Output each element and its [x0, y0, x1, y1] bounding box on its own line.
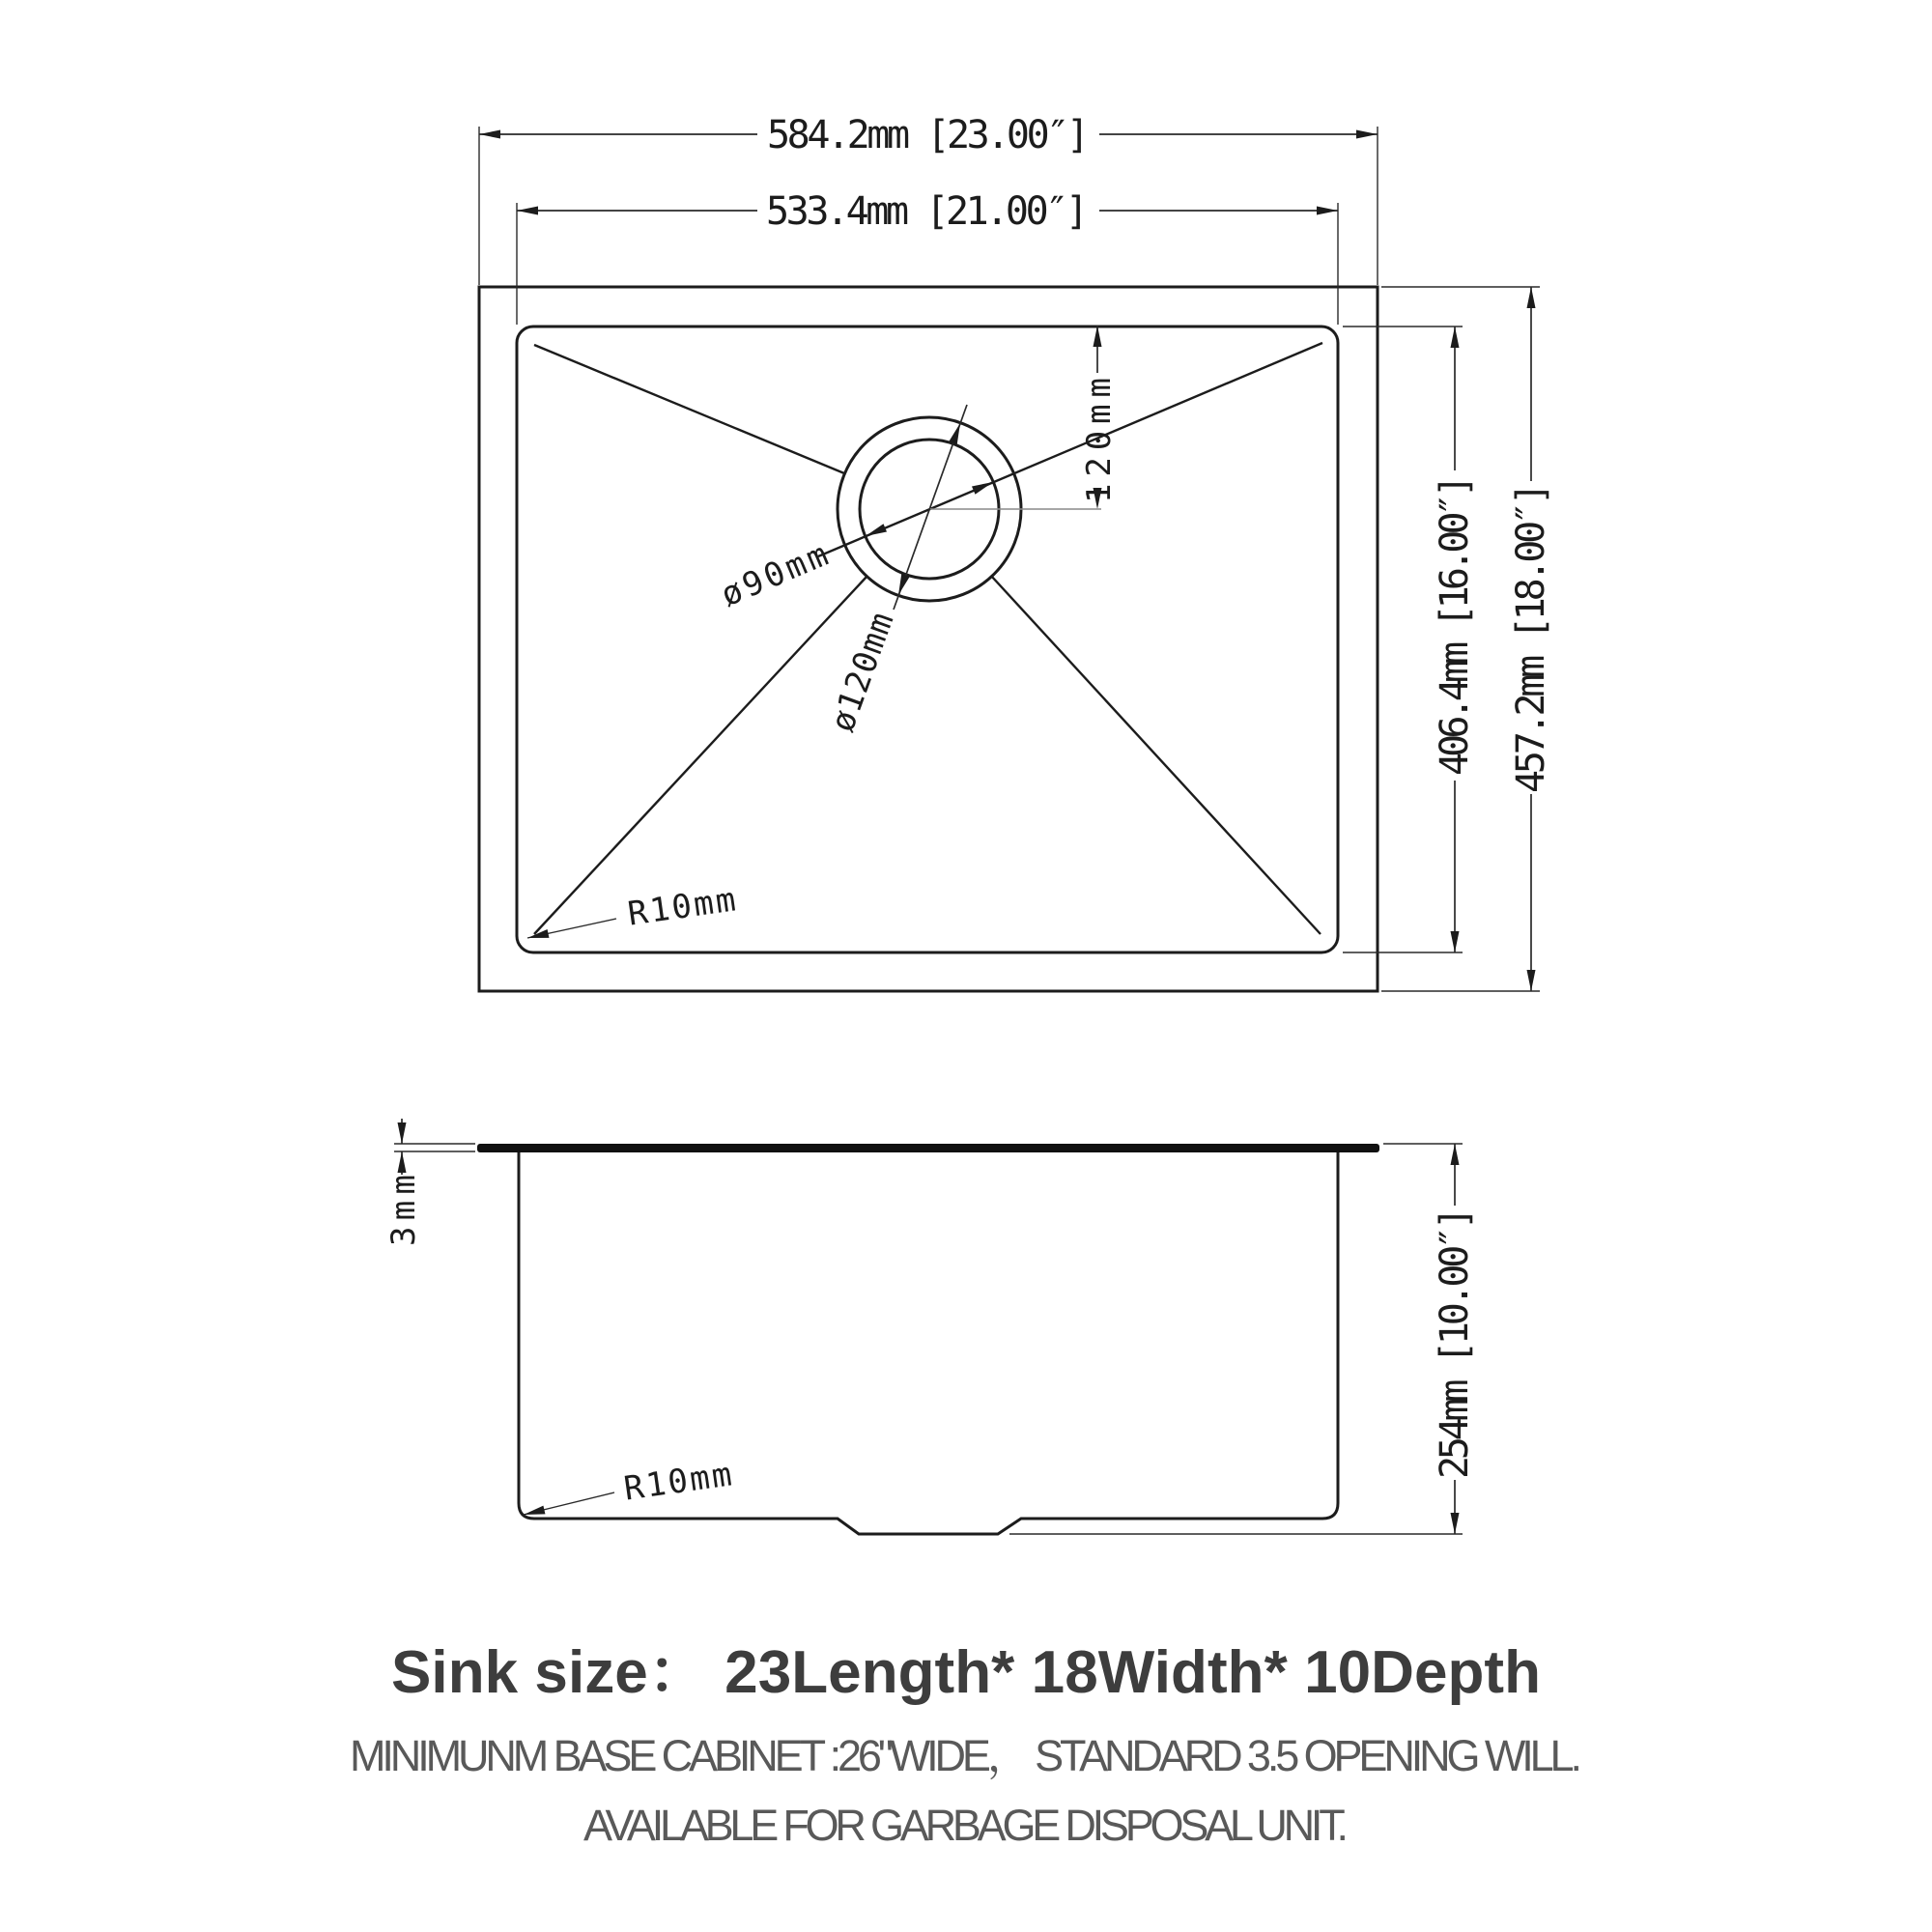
diagonal-bottom-right [991, 576, 1321, 934]
dim254-arrow-bottom [1451, 1513, 1460, 1534]
dim406-arrow-bottom [1451, 931, 1460, 952]
top-view [479, 113, 1553, 991]
sink-bowl-rect [517, 327, 1338, 952]
dim406-arrow-top [1451, 327, 1460, 348]
dim-width-inner: 406.4mm [16.00″] [1433, 474, 1477, 776]
dim584-arrow-right [1356, 130, 1378, 139]
dim457-arrow-top [1527, 287, 1536, 308]
dim-depth: 254mm [10.00″] [1433, 1207, 1477, 1479]
dim-drain-outer-diameter: ø120mm [823, 607, 902, 737]
dim-drain-inner-diameter: ø90mm [715, 535, 835, 615]
sink-size-title: Sink size： 23Length* 18Width* 10Depth [391, 1639, 1541, 1706]
diagonal-bottom-left [534, 576, 867, 934]
dim-width-outer: 457.2mm [18.00″] [1509, 482, 1553, 793]
dim-rim-thickness: 3mm [384, 1175, 423, 1246]
dim3-arrow-up [398, 1151, 407, 1173]
rim-bar [477, 1144, 1379, 1152]
caption-block [350, 1639, 1582, 1850]
dia120-arrow-top [949, 421, 964, 444]
dim120-arrow-top [1094, 326, 1102, 347]
dim-drain-offset: 120mm [1080, 378, 1119, 503]
caption-line-cabinet: MINIMUNM BASE CABINET :26"WIDE， STANDARD 3.5 OPENING WILL. [350, 1731, 1582, 1780]
dim533-arrow-right [1317, 207, 1338, 215]
sink-outer-rect [479, 287, 1378, 991]
dim3-arrow-down [398, 1122, 407, 1144]
dim584-arrow-left [479, 130, 500, 139]
dim254-arrow-top [1451, 1144, 1460, 1165]
side-view [384, 1119, 1477, 1534]
dim-length-inner: 533.4mm [21.00″] [766, 189, 1089, 234]
diagonal-top-left [534, 345, 844, 473]
dim457-arrow-bottom [1527, 970, 1536, 991]
dim-corner-radius-side-view: R10mm [621, 1455, 734, 1509]
dim-length-outer: 584.2mm [23.00″] [767, 113, 1090, 157]
dim533-arrow-left [517, 207, 538, 215]
dim-corner-radius-top-view: R10mm [625, 880, 738, 934]
dia120-arrow-bottom [895, 574, 910, 597]
caption-line-disposal: AVAILABLE FOR GARBAGE DISPOSAL UNIT. [583, 1801, 1349, 1850]
